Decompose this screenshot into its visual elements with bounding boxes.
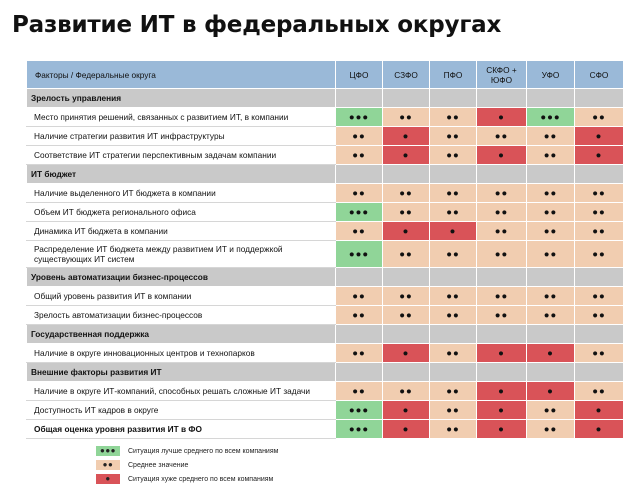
rating-cell: ●● <box>336 287 383 306</box>
rating-cell: ● <box>477 382 527 401</box>
rating-cell: ●● <box>575 241 624 268</box>
rating-cell: ●● <box>527 222 575 241</box>
factor-column-header: Факторы / Федеральные округа <box>27 61 336 89</box>
section-filler-cell <box>336 165 383 184</box>
table-row <box>27 306 624 325</box>
district-header-skfo-yufo: СКФО + ЮФО <box>477 61 527 89</box>
table-row <box>27 127 624 146</box>
section-filler-cell <box>336 363 383 382</box>
rating-cell: ●● <box>477 222 527 241</box>
legend-swatch: ● <box>96 474 120 484</box>
rating-cell: ●●● <box>336 241 383 268</box>
factor-label: Наличие стратегии развития ИТ инфраструктуры <box>27 127 336 146</box>
section-filler-cell <box>575 165 624 184</box>
rating-cell: ●● <box>430 382 477 401</box>
factor-label: Наличие выделенного ИТ бюджета в компании <box>27 184 336 203</box>
table-row <box>27 401 624 420</box>
section-filler-cell <box>383 89 430 108</box>
rating-cell: ● <box>383 401 430 420</box>
rating-cell: ●● <box>336 306 383 325</box>
rating-cell: ●● <box>575 306 624 325</box>
rating-cell: ●● <box>430 241 477 268</box>
rating-cell: ● <box>575 401 624 420</box>
rating-cell: ●● <box>575 382 624 401</box>
rating-cell: ●● <box>430 108 477 127</box>
rating-cell: ●● <box>527 306 575 325</box>
section-row <box>27 89 624 108</box>
section-filler-cell <box>527 89 575 108</box>
rating-cell: ●● <box>430 287 477 306</box>
factor-label: Динамика ИТ бюджета в компании <box>27 222 336 241</box>
rating-cell: ●● <box>383 203 430 222</box>
table-row <box>27 222 624 241</box>
rating-cell: ●● <box>336 382 383 401</box>
district-header-szfo: СЗФО <box>383 61 430 89</box>
table-row <box>27 241 624 268</box>
legend-item <box>96 472 278 486</box>
legend-text: Ситуация хуже среднего по всем компаниям <box>128 475 274 483</box>
rating-cell: ●● <box>477 287 527 306</box>
rating-cell: ● <box>477 146 527 165</box>
legend <box>96 444 278 486</box>
rating-cell: ● <box>575 420 624 439</box>
rating-cell: ●● <box>575 108 624 127</box>
rating-cell: ●● <box>527 127 575 146</box>
section-filler-cell <box>575 363 624 382</box>
table-row <box>27 108 624 127</box>
rating-cell: ●● <box>430 306 477 325</box>
legend-item <box>96 458 278 472</box>
section-filler-cell <box>383 325 430 344</box>
section-filler-cell <box>477 325 527 344</box>
rating-cell: ● <box>383 127 430 146</box>
rating-cell: ●● <box>477 306 527 325</box>
rating-cell: ●● <box>430 146 477 165</box>
rating-cell: ●● <box>527 184 575 203</box>
rating-cell: ●● <box>383 108 430 127</box>
section-title: Уровень автоматизации бизнес-процессов <box>27 268 336 287</box>
rating-cell: ● <box>477 401 527 420</box>
section-title: ИТ бюджет <box>27 165 336 184</box>
district-header-cfo: ЦФО <box>336 61 383 89</box>
section-filler-cell <box>430 325 477 344</box>
page-title: Развитие ИТ в федеральных округах <box>12 12 502 38</box>
rating-cell: ●●● <box>336 108 383 127</box>
section-row <box>27 268 624 287</box>
factor-label: Наличие в округе инновационных центров и технопарков <box>27 344 336 363</box>
district-header-pfo: ПФО <box>430 61 477 89</box>
rating-cell: ●● <box>383 382 430 401</box>
section-filler-cell <box>336 89 383 108</box>
rating-cell: ● <box>575 146 624 165</box>
legend-text: Среднее значение <box>128 461 189 469</box>
rating-cell: ●●● <box>336 420 383 439</box>
section-filler-cell <box>575 89 624 108</box>
table-row <box>27 184 624 203</box>
rating-cell: ● <box>477 420 527 439</box>
factor-label: Соответствие ИТ стратегии перспективным задачам компании <box>27 146 336 165</box>
rating-cell: ●● <box>575 287 624 306</box>
legend-swatch: ●● <box>96 460 120 470</box>
rating-cell: ● <box>477 344 527 363</box>
rating-cell: ●● <box>575 344 624 363</box>
factor-label: Общий уровень развития ИТ в компании <box>27 287 336 306</box>
rating-cell: ●● <box>527 401 575 420</box>
rating-cell: ●● <box>430 420 477 439</box>
table-row <box>27 146 624 165</box>
rating-cell: ●● <box>430 184 477 203</box>
section-filler-cell <box>336 268 383 287</box>
section-filler-cell <box>383 363 430 382</box>
rating-cell: ●● <box>383 306 430 325</box>
district-header-ufo: УФО <box>527 61 575 89</box>
rating-cell: ●● <box>430 344 477 363</box>
rating-cell: ● <box>575 127 624 146</box>
rating-cell: ● <box>383 344 430 363</box>
rating-cell: ●● <box>527 420 575 439</box>
legend-text: Ситуация лучше среднего по всем компаниям <box>128 447 279 455</box>
factor-label: Общая оценка уровня развития ИТ в ФО <box>27 420 336 439</box>
section-filler-cell <box>336 325 383 344</box>
section-row <box>27 165 624 184</box>
table-row <box>27 420 624 439</box>
rating-cell: ● <box>477 108 527 127</box>
table-row <box>27 287 624 306</box>
rating-cell: ●● <box>575 222 624 241</box>
factor-label: Объем ИТ бюджета регионального офиса <box>27 203 336 222</box>
section-filler-cell <box>477 363 527 382</box>
rating-cell: ●● <box>430 203 477 222</box>
factor-label: Распределение ИТ бюджета между развитием ИТ и поддержкой существующих ИТ систем <box>27 241 336 268</box>
rating-cell: ● <box>383 222 430 241</box>
section-filler-cell <box>575 325 624 344</box>
rating-cell: ●● <box>336 222 383 241</box>
rating-cell: ●● <box>477 241 527 268</box>
rating-cell: ●● <box>383 184 430 203</box>
rating-cell: ●● <box>336 184 383 203</box>
rating-cell: ●● <box>430 127 477 146</box>
factor-label: Наличие в округе ИТ-компаний, способных решать сложные ИТ задачи <box>27 382 336 401</box>
rating-cell: ●● <box>527 146 575 165</box>
district-header-sfo: СФО <box>575 61 624 89</box>
section-filler-cell <box>477 268 527 287</box>
section-row <box>27 325 624 344</box>
factor-label: Зрелость автоматизации бизнес-процессов <box>27 306 336 325</box>
factor-label: Место принятия решений, связанных с развитием ИТ, в компании <box>27 108 336 127</box>
section-filler-cell <box>430 268 477 287</box>
rating-cell: ●●● <box>336 203 383 222</box>
rating-cell: ●● <box>477 184 527 203</box>
rating-cell: ● <box>383 420 430 439</box>
rating-cell: ● <box>383 146 430 165</box>
table-row <box>27 203 624 222</box>
rating-cell: ●● <box>336 127 383 146</box>
section-filler-cell <box>527 165 575 184</box>
rating-cell: ●● <box>383 287 430 306</box>
factor-label: Доступность ИТ кадров в округе <box>27 401 336 420</box>
rating-cell: ●● <box>527 287 575 306</box>
legend-swatch: ●●● <box>96 446 120 456</box>
section-filler-cell <box>527 363 575 382</box>
table-body <box>27 89 624 439</box>
rating-cell: ● <box>527 344 575 363</box>
section-title: Внешние факторы развития ИТ <box>27 363 336 382</box>
rating-cell: ● <box>430 222 477 241</box>
rating-cell: ●● <box>575 184 624 203</box>
section-filler-cell <box>527 325 575 344</box>
it-development-table <box>26 60 624 439</box>
section-filler-cell <box>477 89 527 108</box>
section-title: Зрелость управления <box>27 89 336 108</box>
rating-cell: ●● <box>336 146 383 165</box>
section-filler-cell <box>430 89 477 108</box>
rating-cell: ●● <box>575 203 624 222</box>
legend-item <box>96 444 278 458</box>
section-filler-cell <box>383 165 430 184</box>
rating-cell: ●●● <box>336 401 383 420</box>
rating-cell: ●● <box>527 241 575 268</box>
section-title: Государственная поддержка <box>27 325 336 344</box>
section-filler-cell <box>477 165 527 184</box>
section-filler-cell <box>430 363 477 382</box>
table-header-row <box>27 61 624 89</box>
rating-cell: ●● <box>527 203 575 222</box>
table-row <box>27 344 624 363</box>
rating-cell: ●● <box>477 127 527 146</box>
section-filler-cell <box>575 268 624 287</box>
rating-cell: ●● <box>336 344 383 363</box>
section-filler-cell <box>383 268 430 287</box>
rating-cell: ●● <box>477 203 527 222</box>
section-filler-cell <box>527 268 575 287</box>
section-filler-cell <box>430 165 477 184</box>
rating-cell: ●● <box>383 241 430 268</box>
rating-cell: ●● <box>430 401 477 420</box>
table-row <box>27 382 624 401</box>
section-row <box>27 363 624 382</box>
rating-cell: ●●● <box>527 108 575 127</box>
rating-cell: ● <box>527 382 575 401</box>
